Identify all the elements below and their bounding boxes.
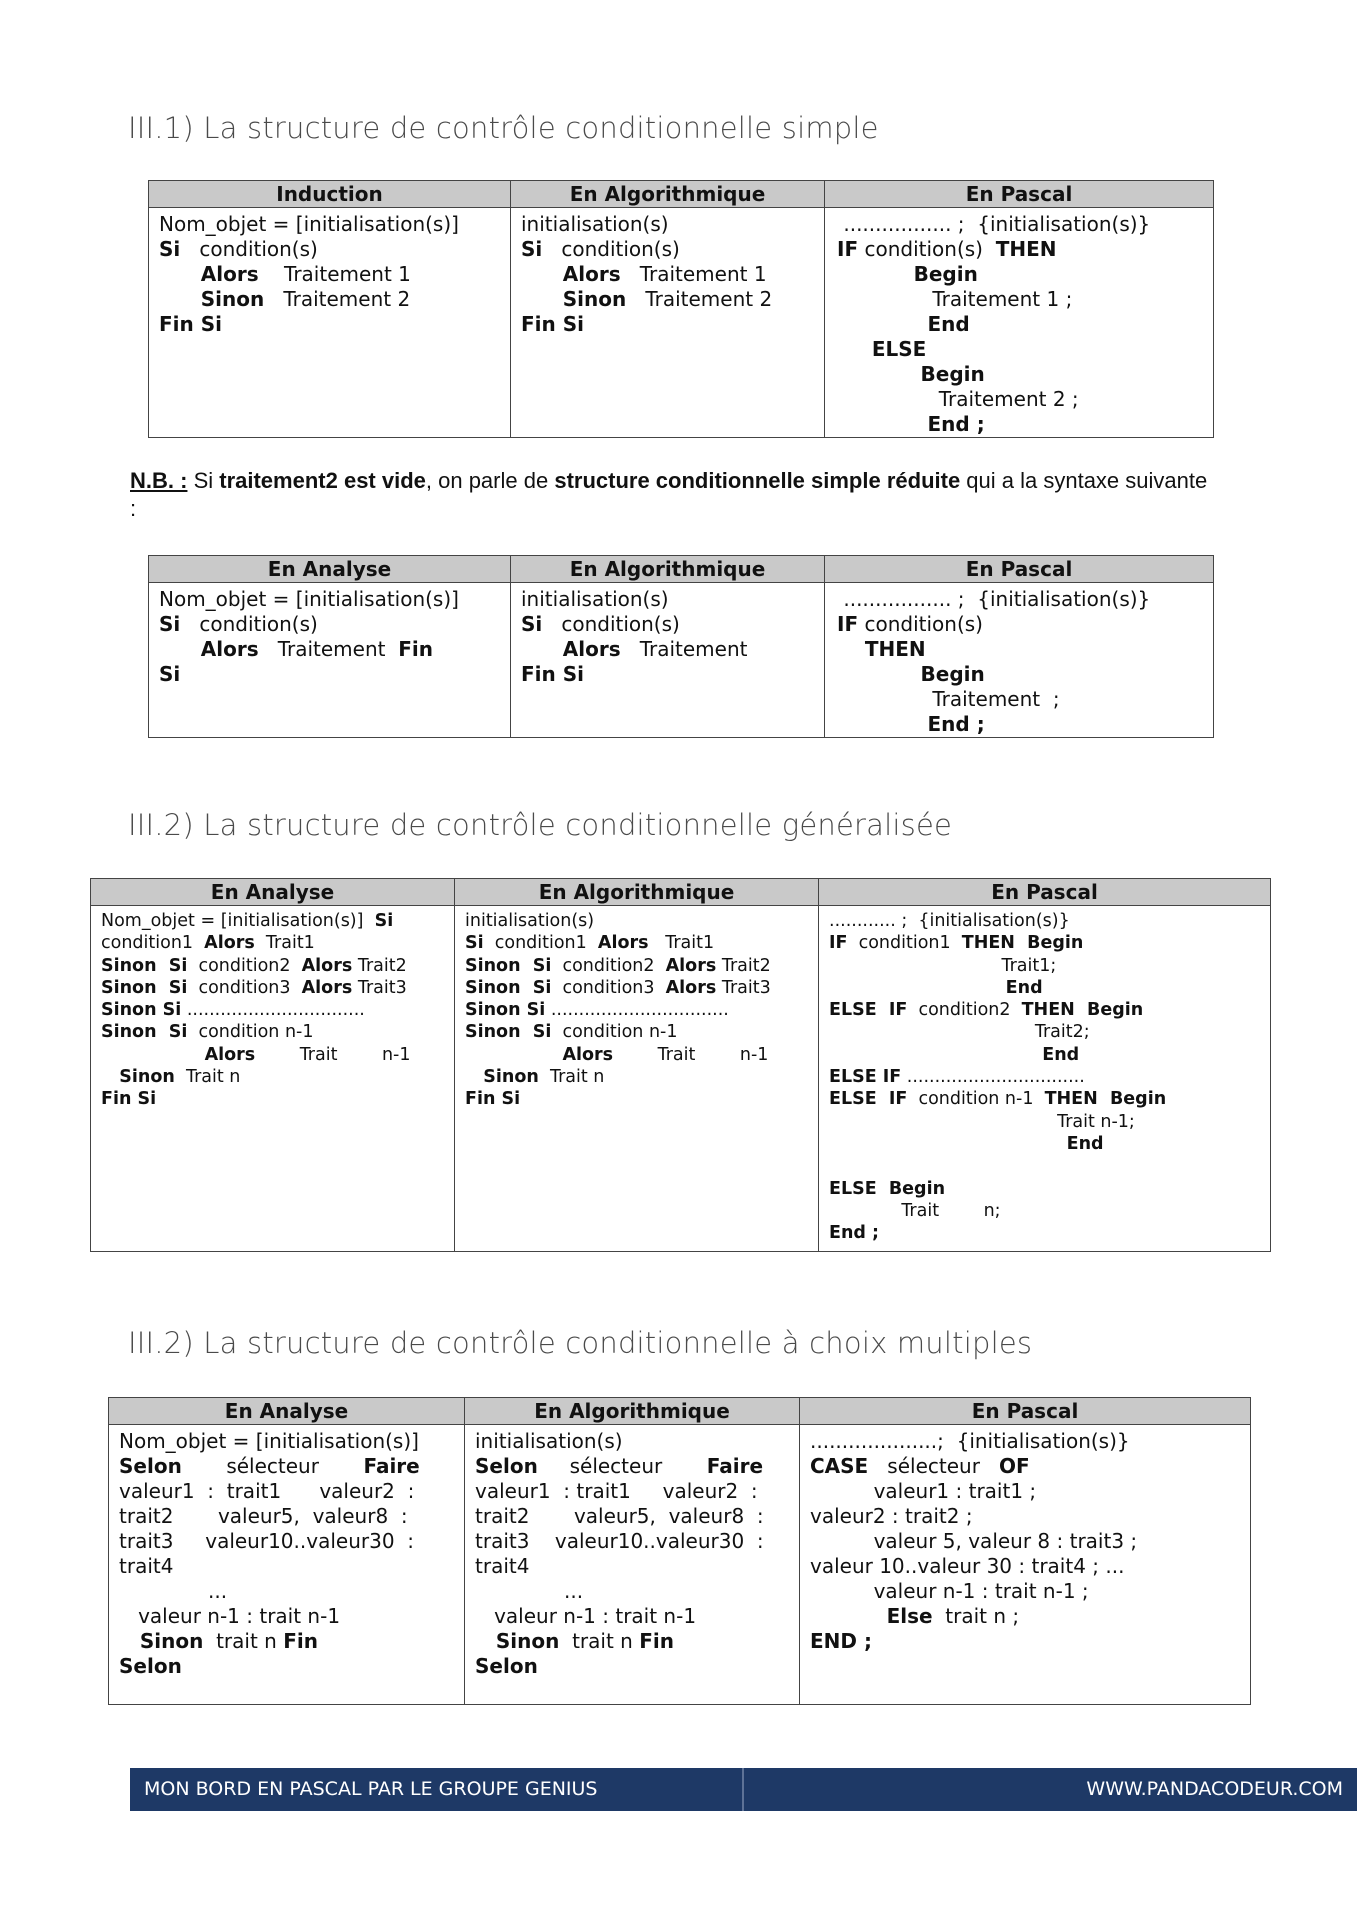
table-reduced-conditional <box>148 555 1214 738</box>
column-header: En Algorithmique <box>465 1398 800 1425</box>
code-text: trait2 valeur5, valeur8 : <box>119 1504 408 1528</box>
code-text: Trait2; <box>829 1022 1090 1043</box>
code-line <box>810 1479 1240 1504</box>
code-text: valeur n-1 : trait n-1 <box>475 1604 697 1628</box>
code-line <box>101 977 444 999</box>
code-line <box>837 212 1203 237</box>
code-text: Trait3 <box>352 977 407 998</box>
code-line <box>829 977 1260 999</box>
code-line <box>101 1021 444 1043</box>
section-heading-multiple-choice: III.2) La structure de contrôle conditionnelle à choix multiples <box>128 1326 1033 1360</box>
keyword: Si <box>159 612 181 636</box>
code-line <box>159 637 500 662</box>
note-text: qui a la syntaxe suivante <box>960 468 1208 493</box>
keyword: Begin <box>837 262 978 286</box>
code-text: valeur 10..valeur 30 : trait4 ; ... <box>810 1554 1125 1578</box>
keyword: Selon <box>475 1654 538 1678</box>
code-line <box>475 1504 789 1529</box>
code-cell <box>149 208 511 438</box>
code-text: ................. ; {initialisation(s)} <box>837 587 1151 611</box>
keyword: Sinon Si <box>101 955 188 976</box>
code-text: Trait2 <box>716 955 771 976</box>
code-text: Traitement <box>620 637 748 661</box>
keyword: Si <box>465 933 484 954</box>
code-cell <box>455 906 819 1252</box>
table-simple-conditional <box>148 180 1214 438</box>
code-text: Trait1 <box>254 933 315 954</box>
code-text: Trait n; <box>829 1200 1001 1221</box>
note-emphasis: traitement2 est vide <box>219 468 426 493</box>
keyword: Begin <box>837 662 985 686</box>
code-line <box>475 1554 789 1579</box>
code-text: trait3 valeur10..valeur30 : <box>475 1529 764 1553</box>
code-text <box>829 1156 835 1176</box>
code-line <box>837 262 1203 287</box>
code-line <box>829 910 1260 932</box>
keyword: ELSE Begin <box>829 1178 946 1199</box>
table-multiple-choice <box>108 1397 1251 1705</box>
code-text: Trait n-1; <box>829 1111 1135 1132</box>
code-line <box>829 999 1260 1021</box>
code-line <box>159 212 500 237</box>
code-text: trait4 <box>119 1554 174 1578</box>
keyword: ELSE IF <box>829 1000 908 1021</box>
keyword: Sinon Si <box>101 1022 188 1043</box>
code-line <box>837 287 1203 312</box>
code-line <box>837 587 1203 612</box>
code-line <box>810 1504 1240 1529</box>
code-line <box>101 910 444 932</box>
code-cell <box>800 1425 1251 1705</box>
keyword: Selon <box>119 1454 182 1478</box>
note-continuation: : <box>130 496 137 521</box>
code-text: Trait n <box>174 1067 241 1088</box>
keyword: ELSE IF <box>829 1067 902 1088</box>
code-text: condition(s) <box>180 237 318 261</box>
keyword: End <box>829 1133 1104 1154</box>
code-text: Nom_objet = [initialisation(s)] <box>159 587 459 611</box>
code-text: ................................ <box>901 1067 1085 1088</box>
code-line <box>101 1066 444 1088</box>
code-cell <box>825 583 1214 738</box>
keyword: Sinon Si <box>465 955 552 976</box>
code-text: Traitement ; <box>837 687 1060 711</box>
code-text: Traitement 1 ; <box>837 287 1073 311</box>
code-line <box>837 687 1203 712</box>
code-line <box>101 932 444 954</box>
code-text: initialisation(s) <box>521 212 669 236</box>
code-line <box>119 1604 454 1629</box>
code-text: condition3 <box>551 977 666 998</box>
code-text: ............ ; {initialisation(s)} <box>829 911 1070 931</box>
code-cell <box>511 208 825 438</box>
code-line <box>829 1021 1260 1043</box>
keyword: Alors <box>101 1044 256 1065</box>
keyword: Faire <box>706 1454 764 1478</box>
code-text: condition2 <box>907 1000 1022 1021</box>
code-line <box>521 237 814 262</box>
code-line <box>475 1529 789 1554</box>
code-line <box>837 712 1203 737</box>
column-header: En Pascal <box>800 1398 1251 1425</box>
code-line <box>521 287 814 312</box>
code-text: trait n <box>559 1629 640 1653</box>
keyword: OF <box>999 1454 1030 1478</box>
keyword: Fin <box>398 637 433 661</box>
note-label: N.B. : <box>130 468 188 493</box>
code-line <box>810 1454 1240 1479</box>
code-line <box>521 212 814 237</box>
keyword: Fin Si <box>521 312 584 336</box>
code-text: valeur 5, valeur 8 : trait3 ; <box>810 1529 1138 1553</box>
code-text: sélecteur <box>868 1454 1000 1478</box>
code-text: condition n-1 <box>187 1022 314 1043</box>
code-text: Nom_objet = [initialisation(s)] <box>119 1429 419 1453</box>
code-line <box>101 1044 444 1066</box>
keyword: Fin <box>639 1629 674 1653</box>
code-text: condition(s) <box>180 612 318 636</box>
code-line <box>119 1579 454 1604</box>
keyword: END ; <box>810 1629 872 1653</box>
code-line <box>837 337 1203 362</box>
keyword: Si <box>521 612 543 636</box>
code-line <box>159 262 500 287</box>
code-cell <box>819 906 1271 1252</box>
code-text: condition(s) <box>858 612 983 636</box>
code-cell <box>511 583 825 738</box>
section-heading-simple: III.1) La structure de contrôle conditionnelle simple <box>128 111 879 145</box>
code-line <box>810 1579 1240 1604</box>
code-line <box>465 1044 808 1066</box>
code-text: valeur1 : trait1 ; <box>810 1479 1037 1503</box>
code-text: ................. ; {initialisation(s)} <box>837 212 1151 236</box>
column-header: En Algorithmique <box>511 181 825 208</box>
code-text: Trait2 <box>352 955 407 976</box>
code-text: Traitement 1 <box>258 262 411 286</box>
code-text: Nom_objet = [initialisation(s)] <box>159 212 459 236</box>
code-line <box>810 1529 1240 1554</box>
keyword: THEN Begin <box>1044 1089 1167 1110</box>
code-line <box>837 662 1203 687</box>
code-text: ... <box>119 1579 228 1603</box>
keyword: End <box>829 1044 1080 1065</box>
keyword: Sinon <box>119 1629 204 1653</box>
code-line <box>465 910 808 932</box>
code-line <box>101 955 444 977</box>
keyword: Sinon <box>101 1067 175 1088</box>
code-line <box>829 1066 1260 1088</box>
code-line <box>119 1479 454 1504</box>
code-text: condition1 <box>101 933 205 954</box>
keyword: End ; <box>829 1223 880 1244</box>
code-text: trait3 valeur10..valeur30 : <box>119 1529 414 1553</box>
code-text: initialisation(s) <box>465 911 595 931</box>
code-line <box>159 312 500 337</box>
code-text: trait2 valeur5, valeur8 : <box>475 1504 764 1528</box>
keyword: End ; <box>837 712 985 736</box>
code-text: Traitement 2 <box>626 287 773 311</box>
code-cell <box>109 1425 465 1705</box>
code-line <box>837 312 1203 337</box>
code-text: Traitement 1 <box>620 262 767 286</box>
code-text: Traitement 2 ; <box>837 387 1079 411</box>
code-line <box>475 1629 789 1654</box>
column-header: En Pascal <box>825 556 1214 583</box>
keyword: Sinon Si <box>101 1000 182 1021</box>
code-text: Traitement 2 <box>264 287 411 311</box>
code-line <box>829 1155 1260 1177</box>
code-text: condition(s) <box>542 612 680 636</box>
column-header: En Pascal <box>819 879 1271 906</box>
code-text: sélecteur <box>537 1454 707 1478</box>
keyword: THEN <box>995 237 1057 261</box>
code-line <box>159 662 500 687</box>
code-line <box>829 1222 1260 1244</box>
code-line <box>837 637 1203 662</box>
code-line <box>119 1629 454 1654</box>
code-line <box>465 977 808 999</box>
code-text: Trait1 <box>648 933 715 954</box>
code-text: Traitement <box>258 637 399 661</box>
keyword: IF <box>837 237 859 261</box>
code-line <box>837 362 1203 387</box>
keyword: Si <box>374 911 394 931</box>
column-header: En Analyse <box>91 879 455 906</box>
code-text: Trait n-1 <box>613 1044 769 1065</box>
code-line <box>475 1429 789 1454</box>
note-text: , on parle de <box>425 468 555 493</box>
code-cell <box>825 208 1214 438</box>
code-text: condition3 <box>187 977 302 998</box>
code-line <box>465 932 808 954</box>
keyword: Begin <box>837 362 985 386</box>
keyword: Sinon Si <box>101 977 188 998</box>
code-line <box>829 1111 1260 1133</box>
code-line <box>101 999 444 1021</box>
keyword: Selon <box>119 1654 182 1678</box>
code-text: condition n-1 <box>551 1022 678 1043</box>
column-header: En Pascal <box>825 181 1214 208</box>
code-text: condition n-1 <box>907 1089 1045 1110</box>
keyword: ELSE <box>837 337 927 361</box>
code-line <box>829 1088 1260 1110</box>
keyword: Alors <box>159 262 259 286</box>
code-text: ....................; {initialisation(s)} <box>810 1429 1130 1453</box>
keyword: ELSE IF <box>829 1089 908 1110</box>
column-header: En Analyse <box>109 1398 465 1425</box>
code-line <box>521 312 814 337</box>
code-text: sélecteur <box>181 1454 364 1478</box>
keyword: Alors <box>597 933 649 954</box>
code-text: ... <box>475 1579 584 1603</box>
keyword: Sinon Si <box>465 1022 552 1043</box>
code-text: valeur2 : trait2 ; <box>810 1504 973 1528</box>
code-line <box>521 662 814 687</box>
code-text: condition1 <box>847 933 962 954</box>
keyword: Sinon <box>521 287 627 311</box>
page-footer <box>130 1768 1357 1811</box>
keyword: Alors <box>301 955 353 976</box>
keyword: Fin Si <box>465 1089 521 1110</box>
keyword: Faire <box>363 1454 420 1478</box>
keyword: Sinon Si <box>465 977 552 998</box>
keyword: Fin Si <box>521 662 584 686</box>
code-text: Trait n-1 <box>255 1044 411 1065</box>
code-text: valeur1 : trait1 valeur2 : <box>475 1479 758 1503</box>
code-line <box>829 1200 1260 1222</box>
keyword: CASE <box>810 1454 869 1478</box>
footer-divider <box>742 1768 744 1811</box>
code-line <box>475 1654 789 1679</box>
code-line <box>521 587 814 612</box>
code-text: valeur n-1 : trait n-1 <box>119 1604 341 1628</box>
keyword: Si <box>159 237 181 261</box>
keyword: Si <box>159 662 181 686</box>
keyword: Alors <box>665 955 717 976</box>
code-line <box>465 1021 808 1043</box>
code-text: ................................ <box>181 1000 365 1021</box>
keyword: Alors <box>521 637 621 661</box>
code-line <box>475 1579 789 1604</box>
code-line <box>829 1044 1260 1066</box>
code-line <box>521 612 814 637</box>
code-line <box>475 1604 789 1629</box>
code-cell <box>465 1425 800 1705</box>
code-text: valeur1 : trait1 valeur2 : <box>119 1479 415 1503</box>
note-text: Si <box>187 468 220 493</box>
code-line <box>521 262 814 287</box>
code-line <box>810 1554 1240 1579</box>
code-line <box>119 1554 454 1579</box>
code-line <box>837 387 1203 412</box>
code-line <box>810 1604 1240 1629</box>
code-text: Trait1; <box>829 955 1057 976</box>
code-text: valeur n-1 : trait n-1 ; <box>810 1579 1089 1603</box>
code-text: Nom_objet = [initialisation(s)] <box>101 911 375 931</box>
code-line <box>829 1178 1260 1200</box>
code-text: initialisation(s) <box>521 587 669 611</box>
table-generalized-conditional <box>90 878 1271 1252</box>
column-header: En Analyse <box>149 556 511 583</box>
code-line <box>475 1479 789 1504</box>
code-line <box>159 237 500 262</box>
keyword: Alors <box>465 1044 614 1065</box>
keyword: Fin <box>283 1629 318 1653</box>
column-header: En Algorithmique <box>455 879 819 906</box>
keyword: Alors <box>301 977 353 998</box>
code-text: condition(s) <box>858 237 996 261</box>
keyword: THEN Begin <box>961 933 1084 954</box>
code-text: initialisation(s) <box>475 1429 623 1453</box>
keyword: Else <box>810 1604 933 1628</box>
keyword: End ; <box>837 412 985 436</box>
code-line <box>159 612 500 637</box>
keyword: End <box>829 977 1043 998</box>
keyword: End <box>837 312 970 336</box>
code-line <box>465 1088 808 1110</box>
code-text: condition1 <box>483 933 598 954</box>
code-text: condition(s) <box>542 237 680 261</box>
code-line <box>837 237 1203 262</box>
code-line <box>465 999 808 1021</box>
note-emphasis: structure conditionnelle simple réduite <box>554 468 961 493</box>
code-line <box>101 1088 444 1110</box>
keyword: Alors <box>665 977 717 998</box>
code-text: condition2 <box>187 955 302 976</box>
code-text: condition2 <box>551 955 666 976</box>
keyword: THEN Begin <box>1021 1000 1144 1021</box>
code-line <box>119 1654 454 1679</box>
code-line <box>837 612 1203 637</box>
code-line <box>119 1454 454 1479</box>
keyword: Fin Si <box>101 1089 157 1110</box>
keyword: Sinon <box>159 287 265 311</box>
code-cell <box>149 583 511 738</box>
keyword: Sinon Si <box>465 1000 546 1021</box>
code-text: trait n <box>203 1629 284 1653</box>
code-line <box>119 1429 454 1454</box>
keyword: Si <box>521 237 543 261</box>
code-line <box>810 1429 1240 1454</box>
section-heading-generalized: III.2) La structure de contrôle conditionnelle généralisée <box>128 808 953 842</box>
keyword: Alors <box>204 933 255 954</box>
code-line <box>119 1529 454 1554</box>
code-line <box>810 1629 1240 1654</box>
code-line <box>159 287 500 312</box>
code-line <box>465 1066 808 1088</box>
column-header: En Algorithmique <box>511 556 825 583</box>
keyword: IF <box>837 612 859 636</box>
code-text: trait n ; <box>932 1604 1020 1628</box>
code-text: ................................ <box>545 1000 729 1021</box>
keyword: Alors <box>521 262 621 286</box>
code-cell <box>91 906 455 1252</box>
code-line <box>829 955 1260 977</box>
keyword: IF <box>829 933 848 954</box>
code-text: Trait3 <box>716 977 771 998</box>
code-line <box>837 412 1203 437</box>
code-line <box>119 1504 454 1529</box>
keyword: Selon <box>475 1454 538 1478</box>
footer-website-link[interactable]: WWW.PANDACODEUR.COM <box>1086 1778 1343 1800</box>
column-header: Induction <box>149 181 511 208</box>
note-paragraph <box>130 468 1207 494</box>
code-line <box>159 587 500 612</box>
keyword: Sinon <box>465 1067 539 1088</box>
keyword: Alors <box>159 637 259 661</box>
code-line <box>521 637 814 662</box>
code-line <box>829 932 1260 954</box>
code-text: Trait n <box>538 1067 605 1088</box>
footer-left-text: MON BORD EN PASCAL PAR LE GROUPE GENIUS <box>144 1778 598 1800</box>
code-line <box>475 1454 789 1479</box>
code-text: trait4 <box>475 1554 530 1578</box>
code-line <box>829 1133 1260 1155</box>
keyword: Fin Si <box>159 312 222 336</box>
keyword: Sinon <box>475 1629 560 1653</box>
keyword: THEN <box>837 637 926 661</box>
code-line <box>465 955 808 977</box>
